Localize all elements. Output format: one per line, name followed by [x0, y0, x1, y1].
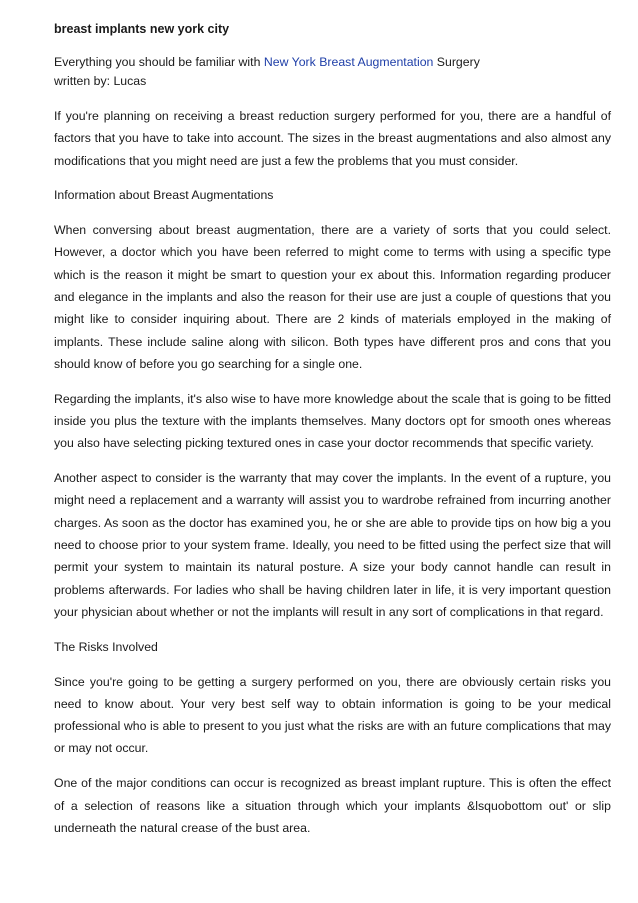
paragraph-2: When conversing about breast augmentation, there are a variety of sorts that you could select. However, a doctor which you have been referred to might come to terms with using a specific type which is the reason it might be smart to question your ex about this. Information regarding producer and elegance in the implants and also the reason for their use are just a couple of questions that you might like to consider inquiring about. There are 2 kinds of materials employed in the making of implants. These include saline along with silicon. Both types have different pros and cons that you should know of before you go searching for a single one. — [54, 223, 611, 371]
document-title: breast implants new york city — [54, 22, 230, 36]
section-heading-risks: The Risks Involved — [54, 639, 158, 654]
paragraph-1: If you're planning on receiving a breast reduction surgery performed for you, there are a handful of factors that you have to take into account. The sizes in the breast augmentations and also almost any modifications that you might need are just a few the problems that you must consider. — [54, 109, 611, 168]
paragraph-3: Regarding the implants, it's also wise to have more knowledge about the scale that is going to be fitted inside you plus the texture with the implants themselves. Many doctors opt for smooth ones whereas you also have selecting picking textured ones in case your doctor recommends that specific variety. — [54, 391, 611, 451]
intro-block — [54, 53, 611, 91]
section-heading-information: Information about Breast Augmentations — [54, 188, 274, 203]
byline: written by: Lucas — [54, 74, 147, 88]
paragraph-6: One of the major conditions can occur is recognized as breast implant rupture. This is often the effect of a selection of reasons like a situation through which your implants &lsquobottom out' or slip underneath the natural crease of the bust area. — [54, 776, 611, 835]
intro-suffix: Surgery — [433, 55, 480, 69]
paragraph-4: Another aspect to consider is the warranty that may cover the implants. In the event of a rupture, you might need a replacement and a warranty will assist you to wardrobe refrained from incurring another charges. As soon as the doctor has examined you, he or she are able to provide tips on how big a you need to choose prior to your system frame. Ideally, you need to be fitted using the perfect size that will permit your system to maintain its natural posture. A size your body cannot handle can result in problems afterwards. For ladies who shall be having children later in life, it is very important question your physician about whether or not the implants will result in any sort of complications in that regard. — [54, 471, 611, 619]
new-york-breast-augmentation-link[interactable]: New York Breast Augmentation — [263, 55, 434, 69]
intro-prefix: Everything you should be familiar with — [54, 55, 264, 69]
intro-line — [54, 53, 611, 72]
paragraph-5: Since you're going to be getting a surgery performed on you, there are obviously certain risks you need to know about. Your very best self way to obtain information is going to be your medical professional who is able to present to you just what the risks are with an future complications that may or may not occur. — [54, 674, 611, 756]
